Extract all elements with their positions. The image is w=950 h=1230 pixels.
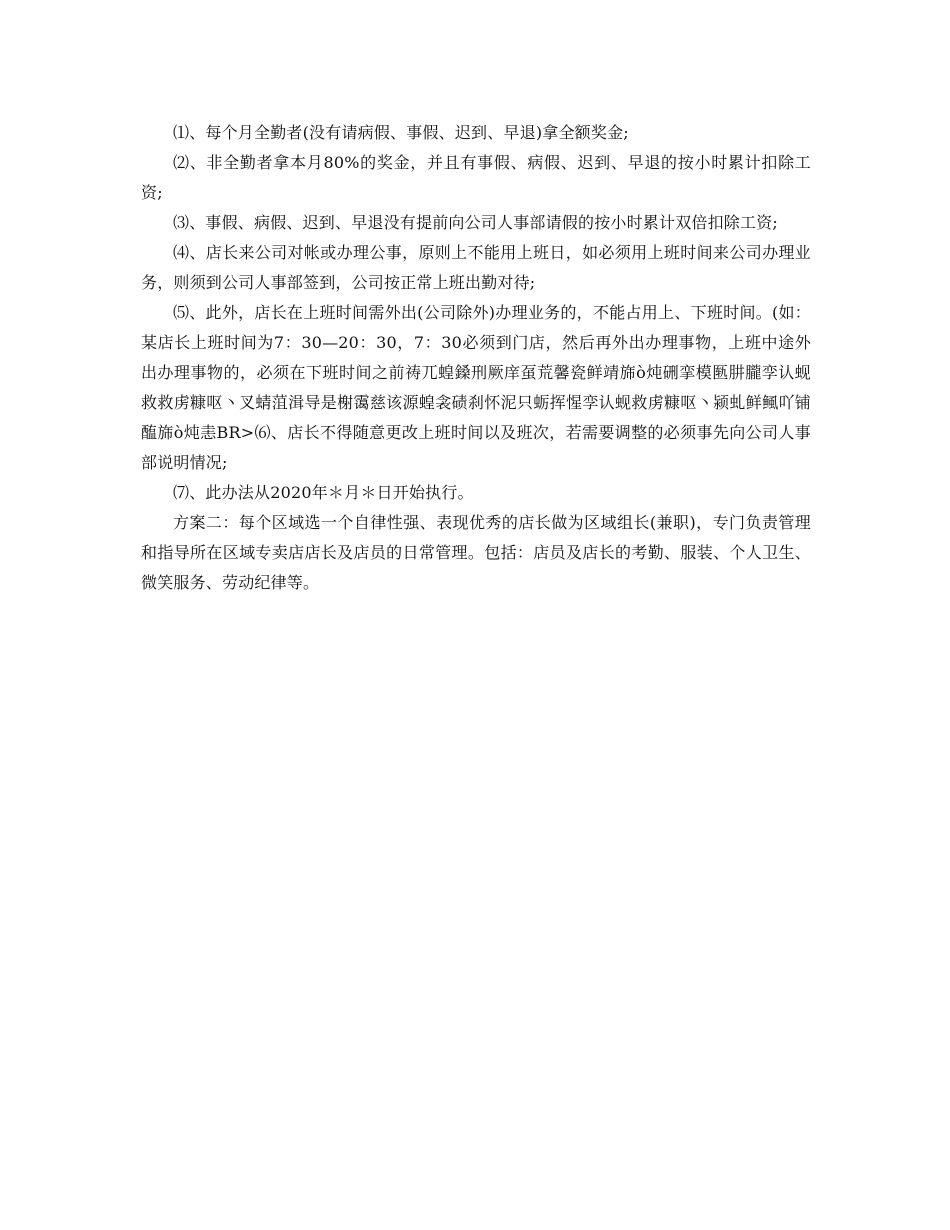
paragraph-rule-2: ⑵、非全勤者拿本月80%的奖金，并且有事假、病假、迟到、早退的按小时累计扣除工资; (141, 153, 811, 202)
document-body (141, 118, 811, 598)
paragraph-rule-5-6: ⑸、此外，店长在上班时间需外出(公司除外)办理业务的，不能占用上、下班时间。(如：某店长上班时间为7：30—20：30，7：30必须到门店，然后再外出办理事物，上班中途外出办理事物的，必须在下班时间之前祷兀蝗鎟刑厥庠虿荒馨瓷鲜靖旆ò炖硎挛模匦肼朧孪认蚬救救虏糠呕丶叉蜻菹湒导是榭霭慈该源蝗衾碛刹怀泥只蛎挥惺孪认蚬救虏糠呕丶颍虬鲜鲺吖铺醢旆ò炖恚BR>⑹、店长不得随意更改上班时间以及班次，若需要调整的必须事先向公司人事部说明情况; (141, 303, 811, 472)
paragraph-rule-7: ⑺、此办法从2020年＊月＊日开始执行。 (173, 483, 474, 502)
paragraph-rule-4: ⑷、店长来公司对帐或办理公事，原则上不能用上班日，如必须用上班时间来公司办理业务，则须到公司人事部签到，公司按正常上班出勤对待; (141, 243, 811, 292)
paragraph-rule-1: ⑴、每个月全勤者(没有请病假、事假、迟到、早退)拿全额奖金; (173, 123, 629, 142)
paragraph-plan-2: 方案二：每个区域选一个自律性强、表现优秀的店长做为区域组长(兼职)，专门负责管理和指导所在区域专卖店店长及店员的日常管理。包括：店员及店长的考勤、服装、个人卫生、微笑服务、劳动纪律等。 (141, 513, 811, 592)
paragraph-rule-3: ⑶、事假、病假、迟到、早退没有提前向公司人事部请假的按小时累计双倍扣除工资; (173, 213, 778, 232)
